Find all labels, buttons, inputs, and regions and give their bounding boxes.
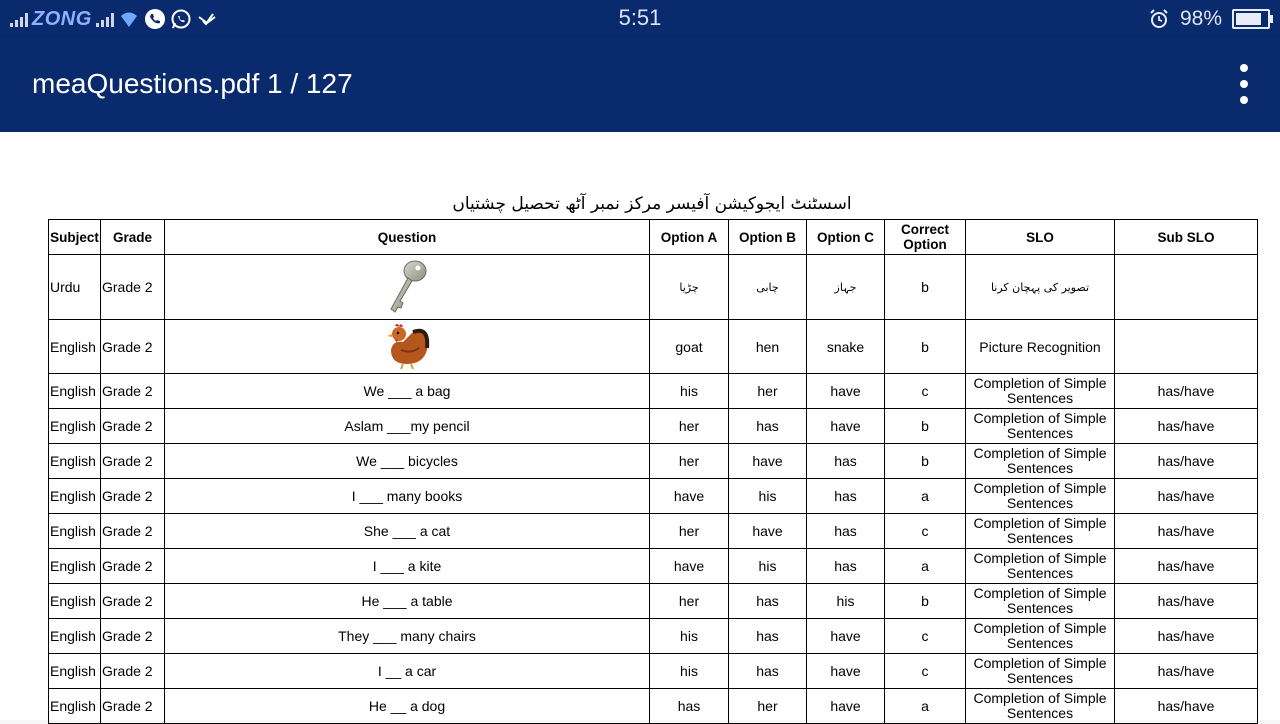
cell-grade: Grade 2: [101, 514, 165, 549]
table-row: [49, 479, 1258, 514]
questions-table: [48, 219, 1258, 724]
cell-question: She ___ a cat: [165, 514, 650, 549]
cell-slo: Completion of Simple Sentences: [966, 479, 1115, 514]
cell-grade: Grade 2: [101, 584, 165, 619]
column-header: Option B: [729, 220, 807, 255]
cell-sub-slo: has/have: [1115, 584, 1258, 619]
cell-subject: English: [49, 444, 101, 479]
cell-option-b: have: [729, 514, 807, 549]
cell-grade: Grade 2: [101, 255, 165, 320]
cell-sub-slo: has/have: [1115, 549, 1258, 584]
cell-subject: English: [49, 689, 101, 724]
cell-option-a: his: [650, 374, 729, 409]
cell-option-b: have: [729, 444, 807, 479]
column-header: Sub SLO: [1115, 220, 1258, 255]
cell-sub-slo: [1115, 320, 1258, 374]
cell-correct: a: [885, 689, 966, 724]
cell-grade: Grade 2: [101, 654, 165, 689]
cell-option-a: her: [650, 409, 729, 444]
table-row: [49, 444, 1258, 479]
cell-sub-slo: has/have: [1115, 444, 1258, 479]
cell-option-b: has: [729, 584, 807, 619]
column-header: Subject: [49, 220, 101, 255]
cell-question: He ___ a table: [165, 584, 650, 619]
cell-option-c: has: [807, 549, 885, 584]
cell-option-a: چڑیا: [650, 255, 729, 320]
cell-option-a: her: [650, 514, 729, 549]
cell-option-c: has: [807, 514, 885, 549]
cell-correct: b: [885, 409, 966, 444]
cell-option-a: goat: [650, 320, 729, 374]
cell-option-c: have: [807, 409, 885, 444]
column-header: Option C: [807, 220, 885, 255]
document-heading: اسسٹنٹ ایجوکیشن آفیسر مرکز نمبر آٹھ تحصیل چشتیاں: [452, 194, 852, 214]
cell-option-c: have: [807, 654, 885, 689]
cell-correct: c: [885, 619, 966, 654]
status-bar: [0, 0, 1280, 38]
cell-sub-slo: has/have: [1115, 479, 1258, 514]
battery-fill: [1236, 13, 1261, 25]
cell-grade: Grade 2: [101, 444, 165, 479]
cell-question: We ___ bicycles: [165, 444, 650, 479]
table-row: [49, 689, 1258, 724]
cell-slo: Picture Recognition: [966, 320, 1115, 374]
cell-sub-slo: has/have: [1115, 654, 1258, 689]
cell-sub-slo: has/have: [1115, 374, 1258, 409]
cell-slo: Completion of Simple Sentences: [966, 549, 1115, 584]
cell-option-b: has: [729, 409, 807, 444]
pdf-page[interactable]: [0, 132, 1280, 720]
cell-option-c: have: [807, 619, 885, 654]
cell-slo: Completion of Simple Sentences: [966, 584, 1115, 619]
status-right: [1148, 5, 1270, 33]
cell-slo: Completion of Simple Sentences: [966, 689, 1115, 724]
cell-question: [165, 255, 650, 320]
cell-subject: English: [49, 409, 101, 444]
table-row: [49, 619, 1258, 654]
cell-correct: c: [885, 514, 966, 549]
cell-option-a: have: [650, 549, 729, 584]
cell-option-c: have: [807, 689, 885, 724]
cell-grade: Grade 2: [101, 320, 165, 374]
cell-option-c: جہاز: [807, 255, 885, 320]
cell-grade: Grade 2: [101, 374, 165, 409]
cell-subject: English: [49, 479, 101, 514]
cell-option-c: has: [807, 479, 885, 514]
cell-question: I ___ many books: [165, 479, 650, 514]
cell-subject: English: [49, 320, 101, 374]
table-row: [49, 514, 1258, 549]
cell-question: [165, 320, 650, 374]
cell-slo: Completion of Simple Sentences: [966, 444, 1115, 479]
cell-question: We ___ a bag: [165, 374, 650, 409]
cell-sub-slo: has/have: [1115, 514, 1258, 549]
cell-correct: a: [885, 549, 966, 584]
cell-subject: Urdu: [49, 255, 101, 320]
column-header: Grade: [101, 220, 165, 255]
cell-option-a: have: [650, 479, 729, 514]
cell-grade: Grade 2: [101, 689, 165, 724]
document-title: meaQuestions.pdf 1 / 127: [32, 68, 353, 99]
battery-percent: 98%: [1179, 7, 1222, 30]
table-row: [49, 409, 1258, 444]
key-image: [383, 257, 431, 318]
column-header: Question: [165, 220, 650, 255]
cell-grade: Grade 2: [101, 619, 165, 654]
cell-question: They ___ many chairs: [165, 619, 650, 654]
cell-slo: Completion of Simple Sentences: [966, 374, 1115, 409]
cell-option-c: has: [807, 444, 885, 479]
cell-slo: Completion of Simple Sentences: [966, 619, 1115, 654]
table-row: [49, 549, 1258, 584]
cell-grade: Grade 2: [101, 549, 165, 584]
cell-grade: Grade 2: [101, 479, 165, 514]
table-row: [49, 255, 1258, 320]
status-time: 5:51: [618, 5, 662, 30]
cell-subject: English: [49, 654, 101, 689]
hen-image: [383, 320, 431, 373]
cell-option-b: her: [729, 374, 807, 409]
column-header: Correct Option: [885, 220, 966, 255]
cell-option-a: his: [650, 654, 729, 689]
carrier-name: ZONG: [32, 7, 92, 30]
cell-question: I __ a car: [165, 654, 650, 689]
cell-option-b: چابی: [729, 255, 807, 320]
cell-sub-slo: has/have: [1115, 689, 1258, 724]
cell-option-b: has: [729, 619, 807, 654]
cell-subject: English: [49, 619, 101, 654]
more-vert-icon[interactable]: [1236, 64, 1252, 104]
cell-option-b: his: [729, 549, 807, 584]
cell-option-c: his: [807, 584, 885, 619]
cell-sub-slo: has/have: [1115, 619, 1258, 654]
table-row: [49, 374, 1258, 409]
cell-option-c: have: [807, 374, 885, 409]
table-row: [49, 320, 1258, 374]
cell-sub-slo: has/have: [1115, 409, 1258, 444]
cell-subject: English: [49, 584, 101, 619]
cell-option-b: hen: [729, 320, 807, 374]
column-header: Option A: [650, 220, 729, 255]
cell-slo: تصویر کی پہچان کرنا: [966, 255, 1115, 320]
cell-correct: a: [885, 479, 966, 514]
cell-slo: Completion of Simple Sentences: [966, 514, 1115, 549]
cell-correct: c: [885, 374, 966, 409]
cell-slo: Completion of Simple Sentences: [966, 409, 1115, 444]
cell-option-b: his: [729, 479, 807, 514]
cell-correct: c: [885, 654, 966, 689]
table-header-row: [49, 220, 1258, 255]
cell-correct: b: [885, 444, 966, 479]
cell-question: Aslam ___my pencil: [165, 409, 650, 444]
cell-option-a: her: [650, 444, 729, 479]
cell-slo: Completion of Simple Sentences: [966, 654, 1115, 689]
cell-option-a: her: [650, 584, 729, 619]
cell-correct: b: [885, 255, 966, 320]
cell-question: I ___ a kite: [165, 549, 650, 584]
alarm-icon: [1148, 8, 1170, 30]
cell-option-b: has: [729, 654, 807, 689]
cell-option-a: his: [650, 619, 729, 654]
cell-subject: English: [49, 514, 101, 549]
cell-subject: English: [49, 374, 101, 409]
cell-correct: b: [885, 584, 966, 619]
table-row: [49, 654, 1258, 689]
cell-question: He __ a dog: [165, 689, 650, 724]
cell-grade: Grade 2: [101, 409, 165, 444]
cell-correct: b: [885, 320, 966, 374]
toolbar: [0, 38, 1280, 132]
cell-option-c: snake: [807, 320, 885, 374]
cell-sub-slo: [1115, 255, 1258, 320]
table-row: [49, 584, 1258, 619]
battery-icon: [1232, 9, 1270, 29]
cell-subject: English: [49, 549, 101, 584]
column-header: SLO: [966, 220, 1115, 255]
cell-option-b: her: [729, 689, 807, 724]
cell-option-a: has: [650, 689, 729, 724]
